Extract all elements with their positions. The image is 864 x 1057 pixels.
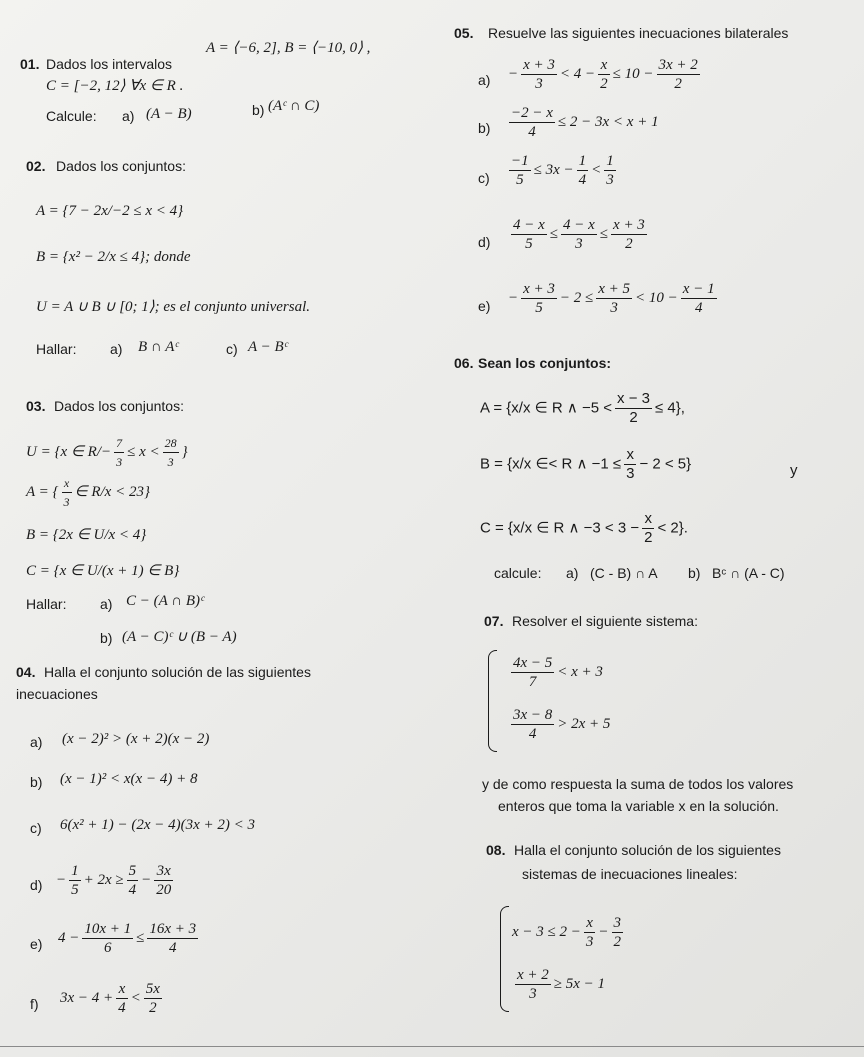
problem-04-title-line1: Halla el conjunto solución de las siguientes — [44, 664, 311, 680]
eq2-post: ≥ 5x − 1 — [553, 975, 606, 992]
problem-05-c-expr — [506, 152, 619, 189]
a-mid: < 4 − — [559, 65, 596, 82]
e-mid: − 2 ≤ — [559, 289, 594, 306]
problem-04-f-label: f) — [30, 996, 39, 1012]
frac-num: 1 — [71, 863, 79, 879]
frac-num: 5 — [128, 863, 137, 879]
eq1-op: − — [598, 923, 609, 940]
problem-02-set-a: A = {7 − 2x/−2 ≤ x < 4} — [36, 203, 184, 219]
frac-num: x + 5 — [598, 281, 631, 297]
frac-den: 4 — [118, 1000, 126, 1016]
frac-num: x — [62, 474, 72, 493]
d-op2: ≤ — [599, 225, 609, 242]
problem-03-set-u-post: } — [181, 443, 188, 460]
c-op: < — [591, 161, 602, 178]
e-pre: − — [508, 289, 519, 306]
e-pre: 4 − — [58, 929, 80, 946]
frac-den: 3 — [63, 495, 70, 509]
problem-01-a-label: a) — [122, 108, 135, 124]
problem-06-set-a — [480, 390, 685, 427]
problem-03-set-a — [26, 474, 150, 511]
problem-07-brace — [488, 650, 497, 752]
problem-05-number: 05. — [454, 25, 474, 41]
frac-num: 10x + 1 — [84, 921, 132, 937]
problem-02-number: 02. — [26, 158, 46, 174]
problem-06-b-expr: Bᶜ ∩ (A - C) — [712, 565, 785, 581]
frac-den: 2 — [629, 409, 638, 426]
eq2-post: > 2x + 5 — [557, 715, 611, 732]
problem-03-set-u-pre: U = {x ∈ R/− — [26, 443, 112, 460]
problem-05-e-expr — [508, 280, 720, 317]
frac-num: −2 − x — [511, 105, 553, 121]
a-pre: − — [508, 65, 519, 82]
e-op: ≤ — [136, 929, 145, 946]
frac-num: x + 3 — [523, 281, 555, 297]
frac-den: 3 — [535, 76, 543, 92]
problem-03-set-c: C = {x ∈ U/(x + 1) ∈ B} — [26, 563, 180, 579]
problem-05-d-label: d) — [478, 234, 491, 250]
c-mid: ≤ 3x − — [533, 161, 574, 178]
set-b-post: − 2 < 5} — [639, 455, 692, 473]
frac-num: 4 − x — [513, 217, 545, 233]
frac-num: 16x + 3 — [149, 921, 197, 937]
frac-num: x + 3 — [613, 217, 645, 233]
frac-num: 3x + 2 — [658, 57, 698, 73]
frac-den: 4 — [528, 124, 536, 140]
problem-04-b-label: b) — [30, 774, 43, 790]
problem-01-intervals-ab: A = ⟨−6, 2], B = ⟨−10, 0⟩ , — [206, 40, 371, 56]
d-pre: − — [56, 871, 67, 888]
frac-den: 3 — [116, 455, 123, 469]
problem-02-a-expr: B ∩ Aᶜ — [138, 339, 179, 355]
frac-den: 2 — [149, 1000, 157, 1016]
frac-num: x — [624, 446, 636, 465]
problem-03-set-a-post: ∈ R/x < 23} — [74, 483, 150, 500]
d-mid: + 2x ≥ — [83, 871, 124, 888]
frac-num: 3 — [613, 915, 622, 931]
problem-04-title-line2: inecuaciones — [16, 686, 98, 702]
problem-02-c-expr: A − Bᶜ — [248, 339, 288, 355]
frac-den: 20 — [156, 882, 172, 898]
bottom-rule — [0, 1046, 864, 1047]
problem-03-a-label: a) — [100, 596, 113, 612]
frac-den: 3 — [167, 455, 174, 469]
f-op: < — [130, 989, 141, 1006]
problem-04-b-expr: (x − 1)² < x(x − 4) + 8 — [60, 771, 198, 787]
frac-den: 4 — [694, 300, 703, 316]
frac-den: 3 — [626, 465, 635, 482]
problem-03-set-u-mid: ≤ x < — [127, 443, 160, 460]
frac-num: 4 − x — [563, 217, 595, 233]
problem-05-d-expr — [508, 216, 650, 253]
b-post: ≤ 2 − 3x < x + 1 — [557, 113, 659, 130]
frac-num: 4x − 5 — [513, 655, 553, 671]
problem-02-a-label: a) — [110, 341, 123, 357]
problem-03-hallar: Hallar: — [26, 596, 67, 612]
frac-den: 3 — [606, 172, 614, 188]
problem-03-b-label: b) — [100, 630, 113, 646]
problem-02-set-u: U = A ∪ B ∪ [0; 1⟩; es el conjunto universal. — [36, 299, 311, 315]
frac-den: 7 — [528, 674, 537, 690]
frac-num: x + 3 — [523, 57, 555, 73]
problem-06-number: 06. — [454, 355, 474, 371]
set-c-pre: C = {x/x ∈ R ∧ −3 < 3 − — [480, 519, 640, 537]
problem-05-a-expr — [508, 56, 703, 93]
e-mid2: < 10 − — [635, 289, 678, 306]
frac-den: 2 — [644, 529, 653, 546]
problem-08-eq2 — [512, 966, 605, 1003]
problem-06-title: Sean los conjuntos: — [478, 355, 612, 371]
frac-den: 4 — [128, 882, 137, 898]
d-op: − — [141, 871, 152, 888]
frac-num: x − 1 — [682, 281, 715, 297]
frac-num: 3x — [154, 862, 173, 881]
problem-08-title-line2: sistemas de inecuaciones lineales: — [522, 866, 738, 882]
frac-den: 2 — [613, 934, 622, 950]
frac-num: x — [598, 56, 610, 75]
problem-03-set-a-pre: A = { — [26, 483, 59, 500]
problem-01-interval-c: C = [−2, 12⟩ ∀x ∈ R . — [46, 78, 184, 94]
frac-den: 3 — [610, 300, 618, 316]
problem-06-y: y — [790, 462, 798, 479]
problem-03-b-expr: (A − C)ᶜ ∪ (B − A) — [122, 629, 237, 645]
frac-den: 2 — [625, 236, 633, 252]
a-mid2: ≤ 10 − — [612, 65, 654, 82]
problem-06-a-label: a) — [566, 565, 579, 581]
problem-07-number: 07. — [484, 613, 504, 629]
problem-04-d-label: d) — [30, 877, 43, 893]
problem-06-calcule: calcule: — [494, 565, 542, 581]
problem-04-a-expr: (x − 2)² > (x + 2)(x − 2) — [62, 731, 210, 747]
problem-03-title: Dados los conjuntos: — [54, 398, 184, 414]
frac-den: 5 — [71, 882, 79, 898]
frac-num: x — [642, 510, 654, 529]
problem-06-set-b — [480, 446, 691, 483]
problem-01-b-expr: (Aᶜ ∩ C) — [268, 98, 320, 114]
problem-08-eq1 — [512, 914, 626, 951]
frac-den: 3 — [529, 986, 537, 1002]
problem-03-a-expr: C − (A ∩ B)ᶜ — [126, 593, 204, 609]
problem-02-title: Dados los conjuntos: — [56, 158, 186, 174]
frac-num: −1 — [511, 153, 529, 169]
problem-01-b-label: b) — [252, 102, 265, 118]
problem-05-b-label: b) — [478, 120, 491, 136]
problem-08-number: 08. — [486, 842, 506, 858]
problem-04-e-expr — [58, 920, 201, 957]
frac-num: 7 — [114, 434, 124, 453]
frac-den: 2 — [600, 76, 608, 92]
frac-num: x + 2 — [517, 967, 549, 983]
frac-den: 5 — [525, 236, 533, 252]
problem-04-a-label: a) — [30, 734, 43, 750]
problem-07-text-line1: y de como respuesta la suma de todos los valores — [482, 776, 794, 792]
frac-num: x − 3 — [617, 390, 650, 407]
problem-08-title-line1: Halla el conjunto solución de los siguientes — [514, 842, 781, 858]
frac-den: 4 — [528, 726, 537, 742]
problem-07-title: Resolver el siguiente sistema: — [512, 613, 698, 629]
problem-04-f-expr — [60, 980, 165, 1017]
eq1-post: < x + 3 — [557, 663, 603, 680]
problem-06-b-label: b) — [688, 565, 701, 581]
eq1-pre: x − 3 ≤ 2 − — [512, 923, 581, 940]
problem-06-a-expr: (C - B) ∩ A — [590, 565, 658, 581]
frac-num: 28 — [163, 434, 179, 453]
problem-08-brace — [500, 906, 509, 1012]
problem-04-e-label: e) — [30, 936, 43, 952]
problem-03-number: 03. — [26, 398, 46, 414]
set-c-post: < 2}. — [657, 519, 688, 537]
problem-01-number: 01. — [20, 56, 40, 72]
set-b-pre: B = {x/x ∈< R ∧ −1 ≤ — [480, 455, 622, 473]
problem-04-d-expr — [56, 862, 176, 899]
problem-04-c-label: c) — [30, 820, 42, 836]
problem-07-eq2 — [508, 706, 610, 743]
problem-06-set-c — [480, 510, 688, 547]
frac-den: 2 — [674, 76, 682, 92]
frac-den: 5 — [516, 172, 524, 188]
problem-05-title: Resuelve las siguientes inecuaciones bilaterales — [488, 25, 789, 41]
problem-03-set-u — [26, 434, 188, 471]
problem-04-number: 04. — [16, 664, 36, 680]
set-a-post: ≤ 4}, — [654, 399, 685, 417]
problem-05-a-label: a) — [478, 72, 491, 88]
problem-02-hallar: Hallar: — [36, 341, 77, 357]
problem-03-set-b: B = {2x ∈ U/x < 4} — [26, 527, 147, 543]
problem-02-set-b: B = {x² − 2/x ≤ 4}; donde — [36, 249, 191, 265]
problem-05-e-label: e) — [478, 298, 491, 314]
problem-04-c-expr: 6(x² + 1) − (2x − 4)(3x + 2) < 3 — [60, 817, 256, 833]
frac-den: 4 — [578, 172, 587, 188]
f-pre: 3x − 4 + — [60, 989, 114, 1006]
d-op1: ≤ — [549, 225, 559, 242]
problem-07-eq1 — [508, 654, 603, 691]
problem-05-b-expr — [506, 104, 659, 141]
frac-num: x — [116, 980, 128, 999]
problem-01-calcule: Calcule: — [46, 108, 97, 124]
frac-den: 4 — [169, 940, 177, 956]
frac-den: 5 — [535, 300, 543, 316]
problem-01-intro: Dados los intervalos — [46, 56, 173, 72]
frac-num: 1 — [578, 153, 587, 169]
problem-05-c-label: c) — [478, 170, 490, 186]
frac-den: 3 — [585, 934, 594, 950]
set-a-pre: A = {x/x ∈ R ∧ −5 < — [480, 399, 613, 417]
problem-01-a-expr: (A − B) — [146, 106, 192, 122]
problem-07-text-line2: enteros que toma la variable x en la solución. — [498, 798, 779, 814]
frac-num: 5x — [145, 981, 160, 997]
frac-num: 3x − 8 — [513, 707, 553, 723]
problem-02-c-label: c) — [226, 341, 238, 357]
frac-num: x — [584, 914, 596, 933]
frac-den: 6 — [104, 940, 112, 956]
frac-den: 3 — [575, 236, 583, 252]
frac-num: 1 — [606, 153, 614, 169]
